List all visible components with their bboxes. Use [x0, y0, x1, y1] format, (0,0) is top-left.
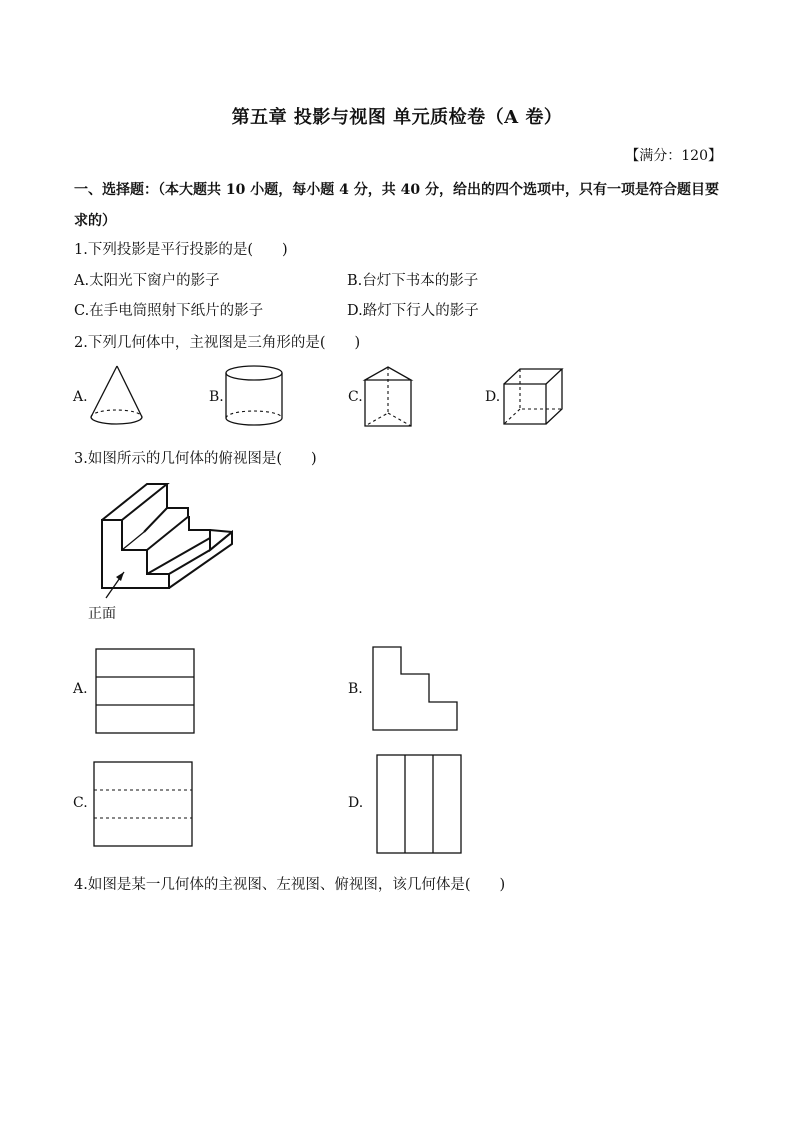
cone-figure — [86, 362, 146, 430]
full-score-label: 【满分：120】 — [625, 148, 722, 164]
question-2-option-c-label: C. — [348, 389, 363, 405]
question-4-stem: 4.如图是某一几何体的主视图、左视图、俯视图，该几何体是( ) — [74, 877, 506, 893]
top-view-option-a — [95, 648, 197, 736]
question-1-option-d: D.路灯下行人的影子 — [347, 303, 479, 319]
question-2-stem: 2.下列几何体中，主视图是三角形的是( ) — [74, 335, 361, 351]
front-face-label: 正面 — [88, 606, 116, 622]
top-view-option-c — [93, 761, 195, 849]
question-3-stem: 3.如图所示的几何体的俯视图是( ) — [74, 451, 317, 467]
question-2-option-b-label: B. — [209, 389, 224, 405]
section-heading: 一、选择题：（本大题共 10 小题，每小题 4 分，共 40 分，给出的四个选项中，只有一项是符合题目要求的） — [74, 182, 719, 229]
question-1-option-b: B.台灯下书本的影子 — [347, 273, 479, 289]
cube-figure — [501, 366, 565, 428]
triangular-prism-figure — [362, 364, 418, 432]
question-3-option-d-label: D. — [348, 795, 364, 811]
top-view-option-b — [371, 645, 463, 735]
question-1-option-c: C.在手电筒照射下纸片的影子 — [74, 303, 264, 319]
question-2-option-a-label: A. — [73, 389, 88, 405]
question-1-stem: 1.下列投影是平行投影的是( ) — [74, 242, 288, 258]
question-3-option-b-label: B. — [348, 681, 363, 697]
question-2-option-d-label: D. — [485, 389, 501, 405]
question-1-option-a: A.太阳光下窗户的影子 — [74, 273, 220, 289]
top-view-option-d — [375, 753, 467, 857]
question-3-option-c-label: C. — [73, 795, 88, 811]
page-title: 第五章 投影与视图 单元质检卷（A 卷） — [231, 107, 563, 128]
staircase-solid-figure — [92, 476, 252, 601]
question-3-option-a-label: A. — [73, 681, 88, 697]
cylinder-figure — [222, 364, 286, 430]
